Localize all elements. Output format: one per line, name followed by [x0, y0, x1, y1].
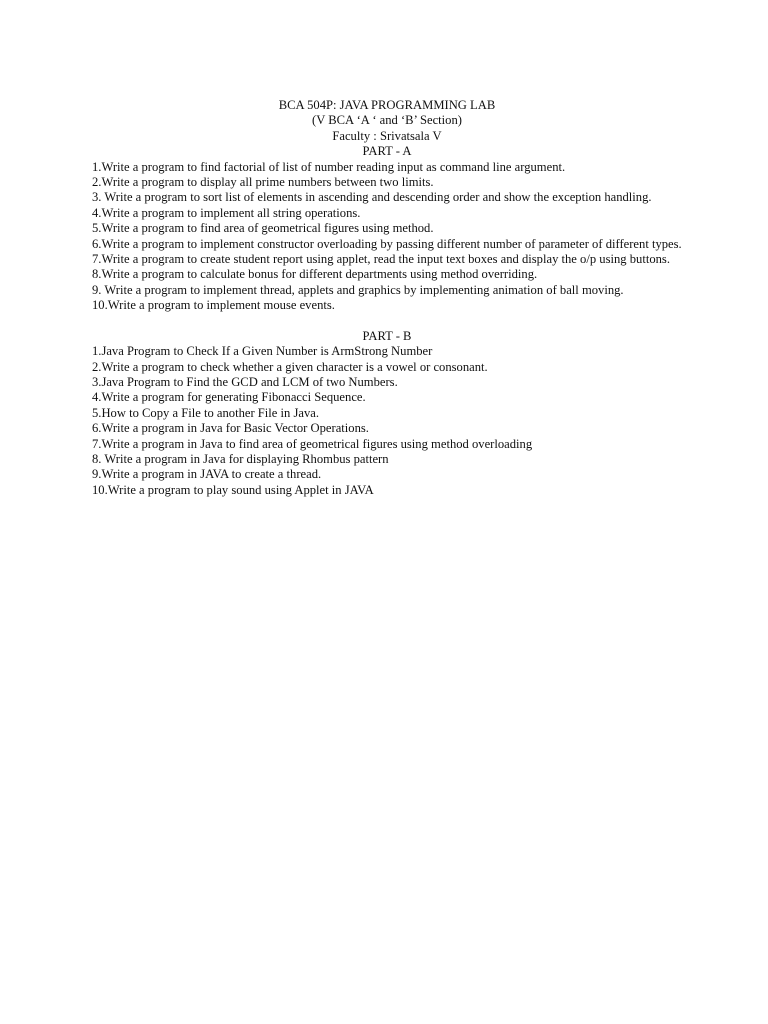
- part-b-item: 9.Write a program in JAVA to create a thread.: [92, 467, 322, 482]
- part-b-list: [92, 344, 682, 498]
- part-a-item: 8.Write a program to calculate bonus for different departments using method overriding.: [92, 267, 538, 282]
- part-b-item: 3.Java Program to Find the GCD and LCM of two Numbers.: [92, 374, 398, 389]
- part-b-item: 7.Write a program in Java to find area of geometrical figures using method overloading: [92, 436, 533, 451]
- part-a-list: [92, 160, 682, 314]
- part-b-item: 4.Write a program for generating Fibonacci Sequence.: [92, 390, 366, 405]
- document-subtitle: (V BCA ‘A ‘ and ‘B’ Section): [312, 113, 462, 128]
- part-b-heading: PART - B: [362, 328, 412, 343]
- part-b-item: 8. Write a program in Java for displaying Rhombus pattern: [92, 451, 389, 466]
- part-a-item: 5.Write a program to find area of geometrical figures using method.: [92, 221, 434, 236]
- part-b-item: 1.Java Program to Check If a Given Number is ArmStrong Number: [92, 344, 433, 359]
- part-a-item: 7.Write a program to create student report using applet, read the input text boxes and display the o/p using buttons.: [92, 252, 670, 267]
- part-a-item: 9. Write a program to implement thread, applets and graphics by implementing animation of ball moving.: [92, 282, 624, 297]
- part-b-item: 2.Write a program to check whether a given character is a vowel or consonant.: [92, 359, 488, 374]
- part-b-item: 10.Write a program to play sound using Applet in JAVA: [92, 482, 374, 497]
- part-b-item: 5.How to Copy a File to another File in Java.: [92, 405, 320, 420]
- document-title: BCA 504P: JAVA PROGRAMMING LAB: [278, 98, 496, 112]
- part-a-item: 3. Write a program to sort list of elements in ascending and descending order and show the exception handling.: [92, 190, 652, 205]
- part-b-item: 6.Write a program in Java for Basic Vector Operations.: [92, 421, 369, 436]
- part-a-item: 10.Write a program to implement mouse events.: [92, 298, 335, 313]
- document-page: [92, 98, 682, 498]
- part-a-item: 1.Write a program to find factorial of list of number reading input as command line argument.: [92, 159, 566, 174]
- part-a-heading: PART - A: [362, 144, 412, 159]
- part-a-item: 4.Write a program to implement all string operations.: [92, 205, 361, 220]
- part-a-item: 6.Write a program to implement constructor overloading by passing different number of parameter of different types.: [92, 236, 682, 251]
- section-spacer: [92, 314, 682, 329]
- part-a-item: 2.Write a program to display all prime numbers between two limits.: [92, 175, 434, 190]
- faculty-line: Faculty : Srivatsala V: [332, 128, 442, 143]
